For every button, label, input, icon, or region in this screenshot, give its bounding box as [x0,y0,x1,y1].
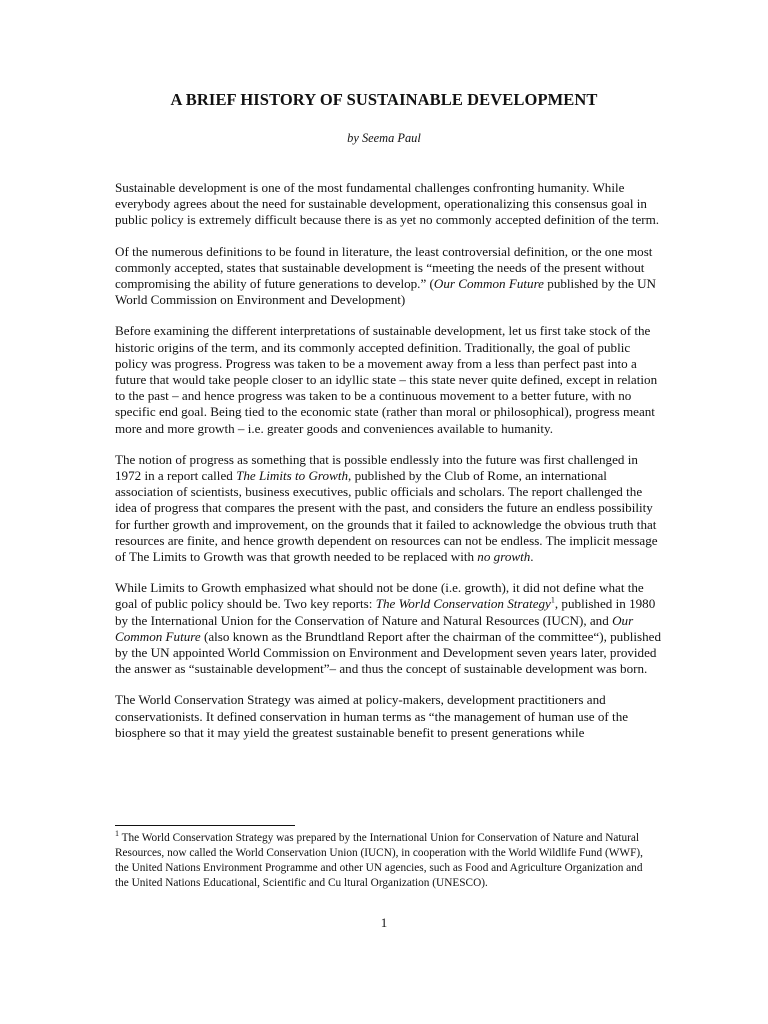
paragraph [115,244,663,309]
text-run: Before examining the different interpretations of sustainable development, let us first take stock of the historic origins of the term, and its commonly accepted definition. Traditionally, the goal of public policy was progress. Progress was taken to be a movement away from a less than perfect past into a future that would take people closer to an idyllic state – this state never quite defined, except in relation to the past – and hence progress was taken to be a continuous movement to a better future, with no specific end goal. Being tied to the economic state (rather than moral or philosophical), progress meant more and more growth – i.e. greater goods and conveniences available to humanity. [115,323,658,436]
italic-title: The World Conservation Strategy [375,596,551,612]
document-title: A BRIEF HISTORY OF SUSTAINABLE DEVELOPMENT [170,90,598,109]
italic-title: Our Common Future [115,612,634,644]
author-byline: by Seema Paul [347,131,421,145]
footnote [115,831,655,891]
text-run: Sustainable development is one of the most fundamental challenges confronting humanity. While everybody agrees about the need for sustainable development, operationalizing this consensus goal in public policy is extremely difficult because there is as yet no commonly accepted definition of the term. [115,180,660,228]
paragraph [115,692,663,741]
body-text [115,180,663,756]
italic-title: Our Common Future [433,276,544,292]
footnote-text: The World Conservation Strategy was prepared by the International Union for Conservation of Nature and Natural Resources, now called the World Conservation Union (IUCN), in cooperation with the World Wildlife Fund (WWF), the United Nations Environment Programme and other UN agencies, such as Food and Agriculture Organization and the United Nations Educational, Scientific and Cu ltural Organization (UNESCO). [115,832,643,890]
text-run: , published by the Club of Rome, an international association of scientists, business executives, public officials and scholars. The report challenged the idea of progress that compares the present with the past, and considers the future an endless possibility for further growth and improvement, on the grounds that it failed to acknowledge the obvious truth that resources are finite, and hence growth dependent on resources can not be endless. The implicit message of The Limits to Growth was that growth needed to be replaced with [115,468,658,565]
page-number: 1 [380,915,388,930]
text-run: The World Conservation Strategy was aimed at policy-makers, development practitioners and conservationists. It defined conservation in human terms as “the management of human use of the biosphere so that it may yield the greatest sustainable benefit to present generations while [115,692,629,740]
paragraph [115,180,663,229]
paragraph [115,580,663,677]
text-run: , published in 1980 by the International Union for the Conservation of Nature and Natural Resources (IUCN), and [115,596,656,628]
italic-title: The Limits to Growth [236,468,349,484]
text-run: . [530,549,534,565]
text-run: (also known as the Brundtland Report after the chairman of the committee“), published by the UN appointed World Commission on Environment and Development seven years later, provided the answer as “sustainable development”– and thus the concept of sustainable development was born. [115,628,662,677]
paragraph [115,323,663,436]
text-run: While Limits to Growth emphasized what should not be done (i.e. growth), it did not define what the goal of public policy should be. Two key reports: [115,580,644,612]
italic-title: no growth [477,549,531,565]
paragraph [115,452,663,565]
footnote-divider [115,825,295,826]
text-run: The notion of progress as something that is possible endlessly into the future was first challenged in 1972 in a report called [115,451,638,484]
text-run: published by the UN World Commission on Environment and Development) [115,276,657,308]
footnote-marker: 1 [115,829,119,839]
footnote-reference: 1 [550,596,555,606]
text-run: Of the numerous definitions to be found in literature, the least controversial definition, or the one most commonly accepted, states that sustainable development is “meeting the needs of the present without compromising the ability of future generations to develop.” ( [115,243,653,292]
